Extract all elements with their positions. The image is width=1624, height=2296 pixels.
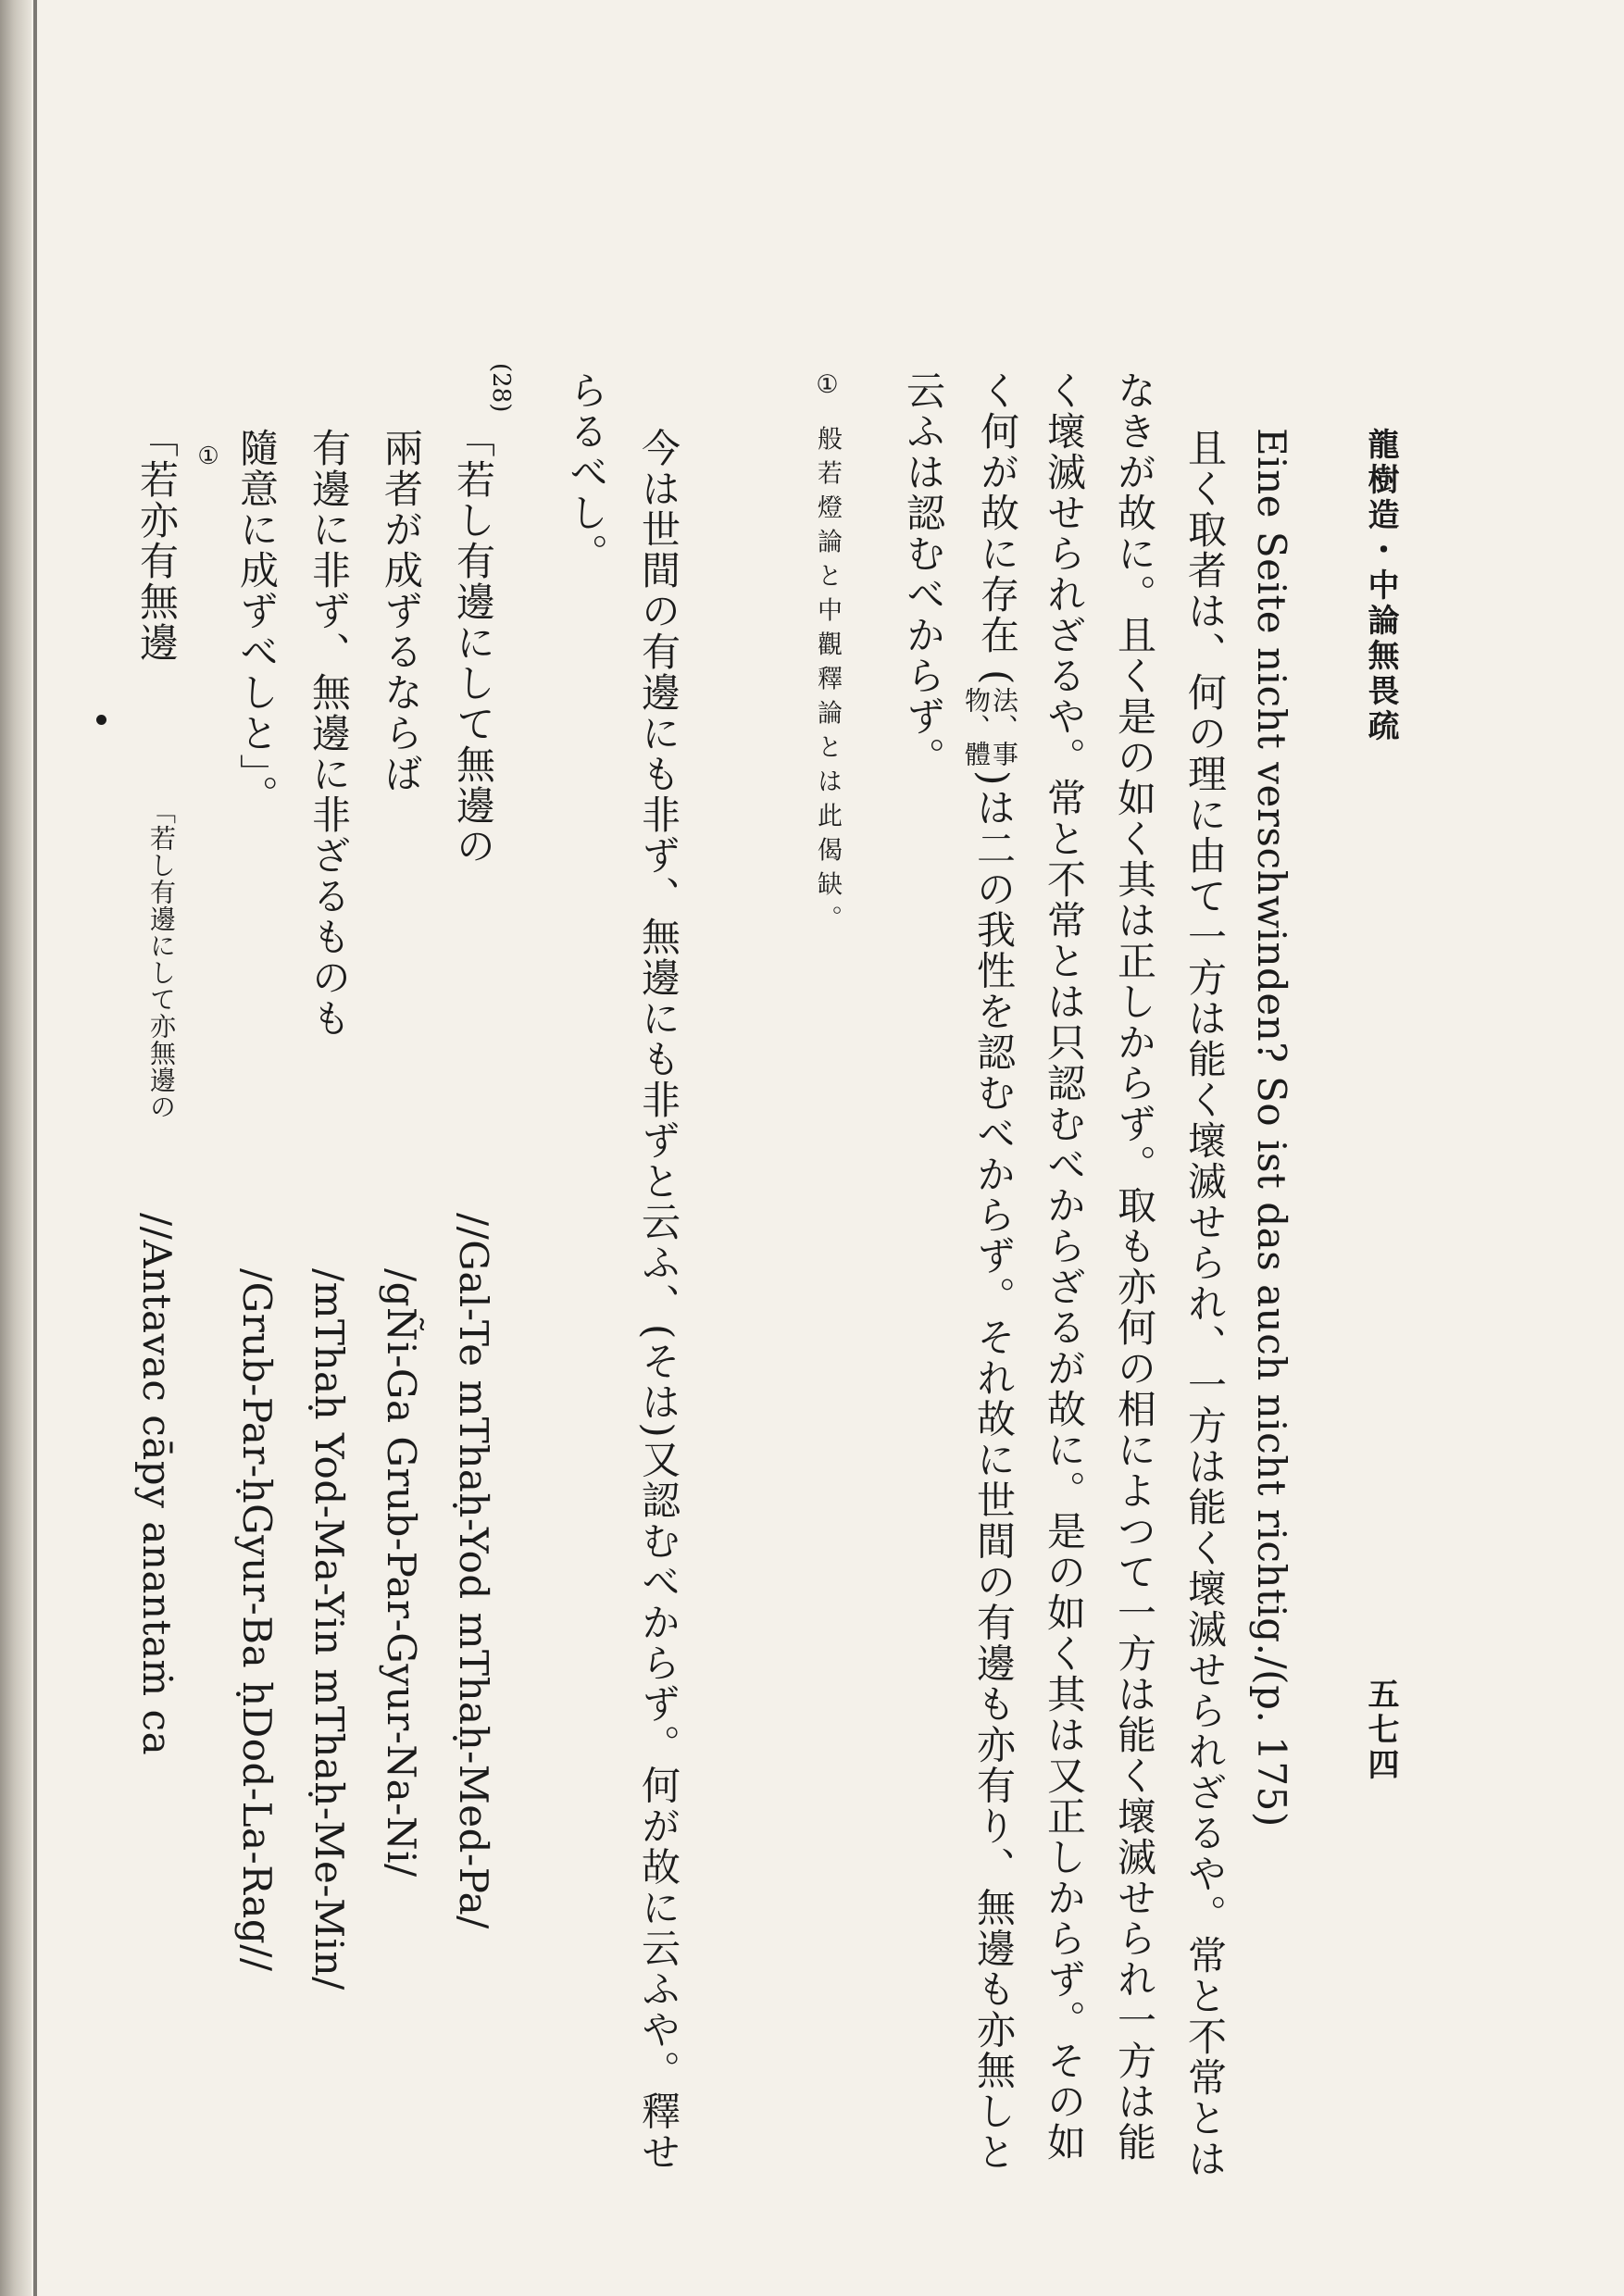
text-column-2: なきが故に。且く是の如く其は正しからず。取も亦何の相によつて一方は能く壞滅せられ一方は能 [1112, 370, 1157, 2163]
tibetan-line-3: /mThaḥ Yod-Ma-Yin mThaḥ-Me-Min/ [306, 1268, 352, 1990]
running-title: 龍樹造・中論無畏疏 [1362, 428, 1399, 744]
verse-line-5: 「若亦有無邊 [134, 418, 180, 663]
tibetan-line-2: /gÑi-Ga Grub-Par-Gyur-Na-Ni/ [379, 1268, 424, 1878]
verse-line-5-gloss: 「若し有邊にして亦無邊の [146, 798, 177, 1120]
page-number: 五七四 [1362, 1678, 1399, 1783]
verse-line-4: 隨意に成ずべしと」。 [234, 428, 280, 816]
verse-line-3: 有邊に非ず、無邊に非ざるものも [306, 428, 352, 1039]
text-column-3: く壞滅せられざるや。常と不常とは只認むべからざるが故に。是の如く其は又正しからず。その如 [1042, 370, 1087, 2163]
binding-shadow [0, 0, 31, 2296]
inline-gloss: ( [975, 669, 1020, 687]
verse-line-1: 「若し有邊にして無邊の [451, 418, 496, 867]
text-column-7: らるべし。 [564, 370, 609, 574]
binding-edge [33, 0, 37, 2296]
note-marker: ① [194, 443, 222, 470]
text-column-4-rest: )は二の我性を認むべからず。それ故に世間の有邊も亦有り、無邊も亦無しと [971, 770, 1017, 2173]
verse-number: (28) [487, 363, 515, 413]
text-column-6: 今は世間の有邊にも非ず、無邊にも非ずと云ふ、(そは)又認むべからず。何が故に云ふや。釋せ [636, 428, 681, 2173]
text-column-4-start: く何が故に存在 [975, 370, 1020, 655]
footnote: ① 般若燈論と中觀釋論とは此偈缺。 [813, 370, 842, 940]
gloss-left: 物、體 [961, 687, 992, 767]
german-line: Eine Seite nicht verschwinden? So ist das auch nicht richtig./(p. 175) [1249, 428, 1294, 1828]
text-column-4 [974, 370, 1020, 687]
text-column-1: 且く取者は、何の理に由て一方は能く壞滅せられ、一方は能く壞滅せられざるや。常と不常とは [1182, 428, 1228, 2179]
verse-line-2: 兩者が成ずるならば [379, 428, 424, 794]
tibetan-line-4: /Grub-Par-ḥGyur-Ba ḥDod-La-Rag// [234, 1268, 280, 1972]
tibetan-line-1: //Gal-Te mThaḥ-Yod mThaḥ-Med-Pa/ [451, 1213, 496, 1929]
sanskrit-line-1: //Antavac cāpy anantaṁ ca [134, 1213, 180, 1756]
ink-dot [96, 715, 106, 725]
gloss-right: 法、事 [989, 687, 1019, 767]
text-column-5: 云ふは認むべからず。 [901, 370, 946, 778]
